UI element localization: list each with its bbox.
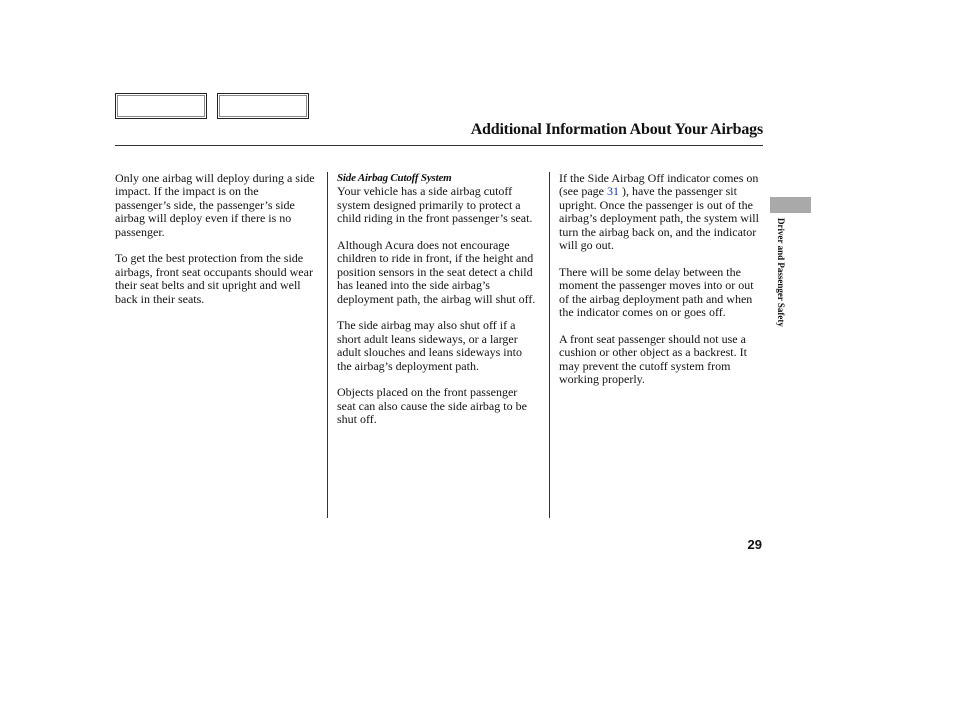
text-column-2 xyxy=(337,172,537,440)
header-divider xyxy=(115,145,763,146)
nav-next-button[interactable] xyxy=(217,93,309,119)
text-column-1 xyxy=(115,172,315,319)
paragraph: A front seat passenger should not use a cushion or other object as a backrest. It may prevent the cutoff system from working properly. xyxy=(559,331,747,387)
page-reference-link[interactable]: 31 xyxy=(606,184,619,199)
paragraph: Only one airbag will deploy during a side impact. If the impact is on the passenger’s side, the passenger’s side airbag will deploy even if there is no passenger. xyxy=(115,171,315,239)
paragraph: To get the best protection from the side airbags, front seat occupants should wear their seat belts and sit upright and well back in their seats. xyxy=(115,251,313,306)
paragraph: Although Acura does not encourage children to ride in front, if the height and position sensors in the seat detect a child has leaned into the side airbag’s deployment path, the airbag will shut off. xyxy=(337,238,536,306)
section-side-label: Driver and Passenger Safety xyxy=(776,218,786,327)
paragraph-text: ), have the passenger sit upright. Once the passenger is out of the airbag’s deployment path, the system will turn the airbag back on, and the indicator will go out. xyxy=(559,184,759,253)
nav-previous-button[interactable] xyxy=(115,93,207,119)
text-column-3 xyxy=(559,172,759,400)
column-divider xyxy=(327,172,328,518)
paragraph: The side airbag may also shut off if a short adult leans sideways, or a larger adult slouches and leans sideways into the airbag’s deployment path. xyxy=(337,318,522,373)
section-subheading: Side Airbag Cutoff System xyxy=(337,172,452,184)
paragraph-text: If the Side Airbag Off indicator comes on (see page xyxy=(559,171,759,199)
paragraph xyxy=(559,172,759,252)
paragraph: Objects placed on the front passenger seat can also cause the side airbag to be shut off. xyxy=(337,385,527,427)
page-number: 29 xyxy=(747,537,762,552)
paragraph: There will be some delay between the moment the passenger moves into or out of the airbag deployment path and when the indicator comes on or goes off. xyxy=(559,264,754,320)
page-title: Additional Information About Your Airbags xyxy=(470,121,763,138)
column-divider xyxy=(549,172,550,518)
paragraph: Your vehicle has a side airbag cutoff system designed primarily to protect a child riding in the front passenger’s seat. xyxy=(337,184,533,226)
section-tab-marker xyxy=(770,197,811,213)
